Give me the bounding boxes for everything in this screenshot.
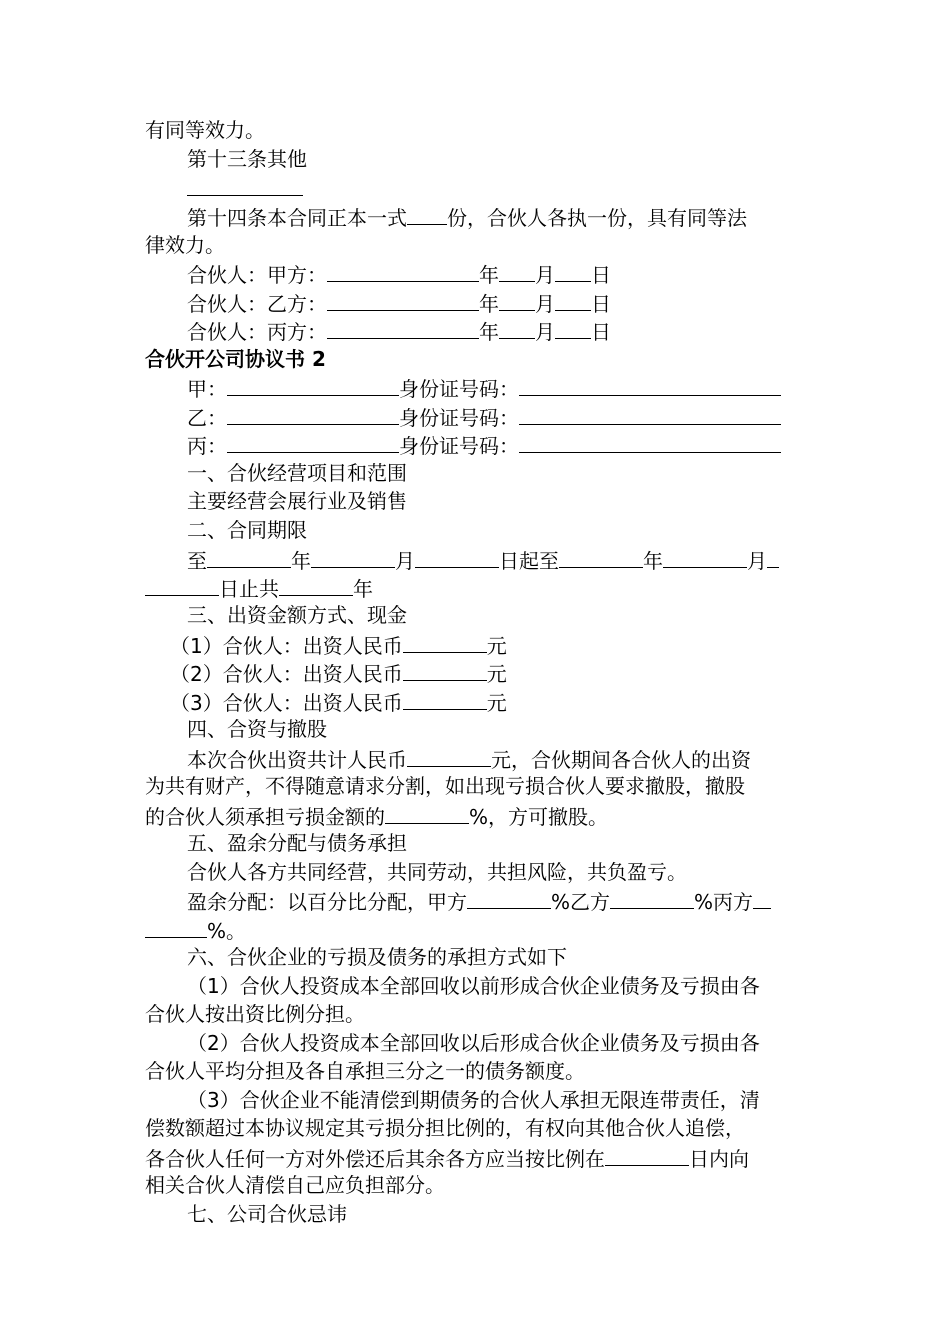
fill-blank <box>555 316 591 339</box>
fill-blank <box>403 687 487 710</box>
text: 合伙人：甲方： <box>187 263 327 287</box>
section-6-heading <box>187 943 867 971</box>
fill-blank <box>605 1143 689 1166</box>
term-line-1 <box>187 545 807 573</box>
text: 偿数额超过本协议规定其亏损分担比例的，有权向其他合伙人追偿， <box>145 1116 745 1140</box>
text: 律效力。 <box>145 233 225 257</box>
text: 合伙人：丙方： <box>187 320 327 344</box>
section-4-line-2 <box>145 772 825 800</box>
fill-blank <box>327 259 479 282</box>
text: 四、合资与撤股 <box>187 717 327 741</box>
fill-blank <box>663 545 747 568</box>
text: 日 <box>591 263 611 287</box>
text: 至 <box>187 549 207 573</box>
fill-blank <box>407 202 447 225</box>
fill-blank <box>279 573 353 596</box>
text: 月 <box>535 320 555 344</box>
text: 身份证号码： <box>399 406 519 430</box>
signature-line-a <box>187 259 867 287</box>
text: 合伙开公司协议书 2 <box>145 347 326 371</box>
article-14-line <box>187 202 867 230</box>
text: 甲： <box>187 377 227 401</box>
fill-blank <box>145 573 219 596</box>
fill-blank <box>403 630 487 653</box>
section-5-line-1 <box>187 858 867 886</box>
fill-blank <box>327 288 479 311</box>
text: 第十四条本合同正本一式 <box>187 206 407 230</box>
fill-blank <box>407 744 491 767</box>
text: 身份证号码： <box>399 377 519 401</box>
capital-line-1 <box>170 630 850 658</box>
text: 年 <box>353 577 373 601</box>
text: 年 <box>291 549 311 573</box>
text: %，方可撤股。 <box>469 805 609 829</box>
term-line-2 <box>145 573 825 601</box>
capital-line-3 <box>170 687 850 715</box>
section-2-heading <box>187 516 867 544</box>
fill-blank <box>403 658 487 681</box>
text: 相关合伙人清偿自己应负担部分。 <box>145 1173 445 1197</box>
document-title <box>145 345 825 373</box>
text: 为共有财产，不得随意请求分割，如出现亏损合伙人要求撤股，撤股 <box>145 774 745 798</box>
blank-line <box>187 173 867 201</box>
section-6-item-3 <box>187 1086 867 1114</box>
text: 丙： <box>187 434 227 458</box>
section-6-item-3-cont <box>145 1143 825 1171</box>
fill-blank <box>227 430 399 453</box>
signature-line-b <box>187 288 867 316</box>
text: %丙方 <box>694 890 754 914</box>
section-1-body <box>187 487 867 515</box>
text: 的合伙人须承担亏损金额的 <box>145 805 385 829</box>
fill-blank <box>227 373 399 396</box>
fill-blank <box>519 402 781 425</box>
fill-blank <box>207 545 291 568</box>
section-4-heading <box>187 715 867 743</box>
section-6-item-2 <box>187 1029 867 1057</box>
text: 三、出资金额方式、现金 <box>187 603 407 627</box>
text: 日 <box>591 292 611 316</box>
text: %乙方 <box>551 890 611 914</box>
text: 二、合同期限 <box>187 518 307 542</box>
text: 合伙人按出资比例分担。 <box>145 1002 365 1026</box>
text: 本次合伙出资共计人民币 <box>187 748 407 772</box>
party-line-jia <box>187 373 867 401</box>
text: 年 <box>643 549 663 573</box>
text: 合伙人：乙方： <box>187 292 327 316</box>
text: 七、公司合伙忌讳 <box>187 1202 347 1226</box>
article-13-heading <box>187 145 867 173</box>
section-5-line-2 <box>187 886 807 914</box>
section-4-line-1 <box>187 744 867 772</box>
text: %。 <box>207 919 247 943</box>
text: 月 <box>535 263 555 287</box>
text: 年 <box>479 320 499 344</box>
signature-line-c <box>187 316 867 344</box>
text: （3）合伙企业不能清偿到期债务的合伙人承担无限连带责任，清 <box>187 1088 760 1112</box>
section-5-heading <box>187 829 867 857</box>
text: 元 <box>486 662 507 686</box>
text: （2）合伙人：出资人民币 <box>170 662 403 686</box>
section-6-item-2-cont <box>145 1057 825 1085</box>
text: 月 <box>395 549 415 573</box>
fill-blank <box>555 288 591 311</box>
text: 月 <box>747 549 767 573</box>
text: 主要经营会展行业及销售 <box>187 489 407 513</box>
text: 日止共 <box>219 577 279 601</box>
fill-blank <box>610 886 694 909</box>
fill-blank <box>187 173 303 196</box>
party-line-yi <box>187 402 867 430</box>
text: 元 <box>486 691 507 715</box>
fill-blank <box>145 915 207 938</box>
text: （3）合伙人：出资人民币 <box>170 691 403 715</box>
fill-blank <box>311 545 395 568</box>
text: 有同等效力。 <box>145 118 265 142</box>
text: （2）合伙人投资成本全部回收以后形成合伙企业债务及亏损由各 <box>187 1031 760 1055</box>
text: （1）合伙人投资成本全部回收以前形成合伙企业债务及亏损由各 <box>187 974 760 998</box>
text: 盈余分配：以百分比分配，甲方 <box>187 890 467 914</box>
fill-blank <box>499 259 535 282</box>
text: 年 <box>479 292 499 316</box>
fill-blank <box>559 545 643 568</box>
text: 年 <box>479 263 499 287</box>
text: 份，合伙人各执一份，具有同等法 <box>447 206 747 230</box>
section-6-item-3-cont <box>145 1171 825 1199</box>
text: 月 <box>535 292 555 316</box>
text: 日内向 <box>689 1147 749 1171</box>
text: 六、合伙企业的亏损及债务的承担方式如下 <box>187 945 567 969</box>
section-5-line-3 <box>145 915 825 943</box>
fill-blank <box>519 373 781 396</box>
section-6-item-1-cont <box>145 1000 825 1028</box>
text: 五、盈余分配与债务承担 <box>187 831 407 855</box>
text-line <box>145 116 825 144</box>
text: 日 <box>591 320 611 344</box>
fill-blank <box>519 430 781 453</box>
text: 元 <box>486 634 507 658</box>
text: 日起至 <box>499 549 559 573</box>
fill-blank <box>415 545 499 568</box>
fill-blank <box>227 402 399 425</box>
text: 合伙人平均分担及各自承担三分之一的债务额度。 <box>145 1059 585 1083</box>
section-3-heading <box>187 601 867 629</box>
fill-blank <box>499 316 535 339</box>
text: （1）合伙人：出资人民币 <box>170 634 403 658</box>
fill-blank <box>499 288 535 311</box>
section-6-item-3-cont <box>145 1114 825 1142</box>
fill-blank <box>467 886 551 909</box>
section-6-item-1 <box>187 972 867 1000</box>
capital-line-2 <box>170 658 850 686</box>
text: 各合伙人任何一方对外偿还后其余各方应当按比例在 <box>145 1147 605 1171</box>
text: 元，合伙期间各合伙人的出资 <box>491 748 751 772</box>
text: 一、合伙经营项目和范围 <box>187 461 407 485</box>
fill-blank <box>385 801 469 824</box>
fill-blank <box>753 886 771 909</box>
fill-blank <box>767 545 779 568</box>
text: 合伙人各方共同经营，共同劳动，共担风险，共负盈亏。 <box>187 860 687 884</box>
section-7-heading <box>187 1200 867 1228</box>
text: 乙： <box>187 406 227 430</box>
text-line <box>145 231 825 259</box>
section-4-line-3 <box>145 801 825 829</box>
fill-blank <box>327 316 479 339</box>
text: 身份证号码： <box>399 434 519 458</box>
party-line-bing <box>187 430 867 458</box>
section-1-heading <box>187 459 867 487</box>
text: 第十三条其他 <box>187 147 307 171</box>
fill-blank <box>555 259 591 282</box>
